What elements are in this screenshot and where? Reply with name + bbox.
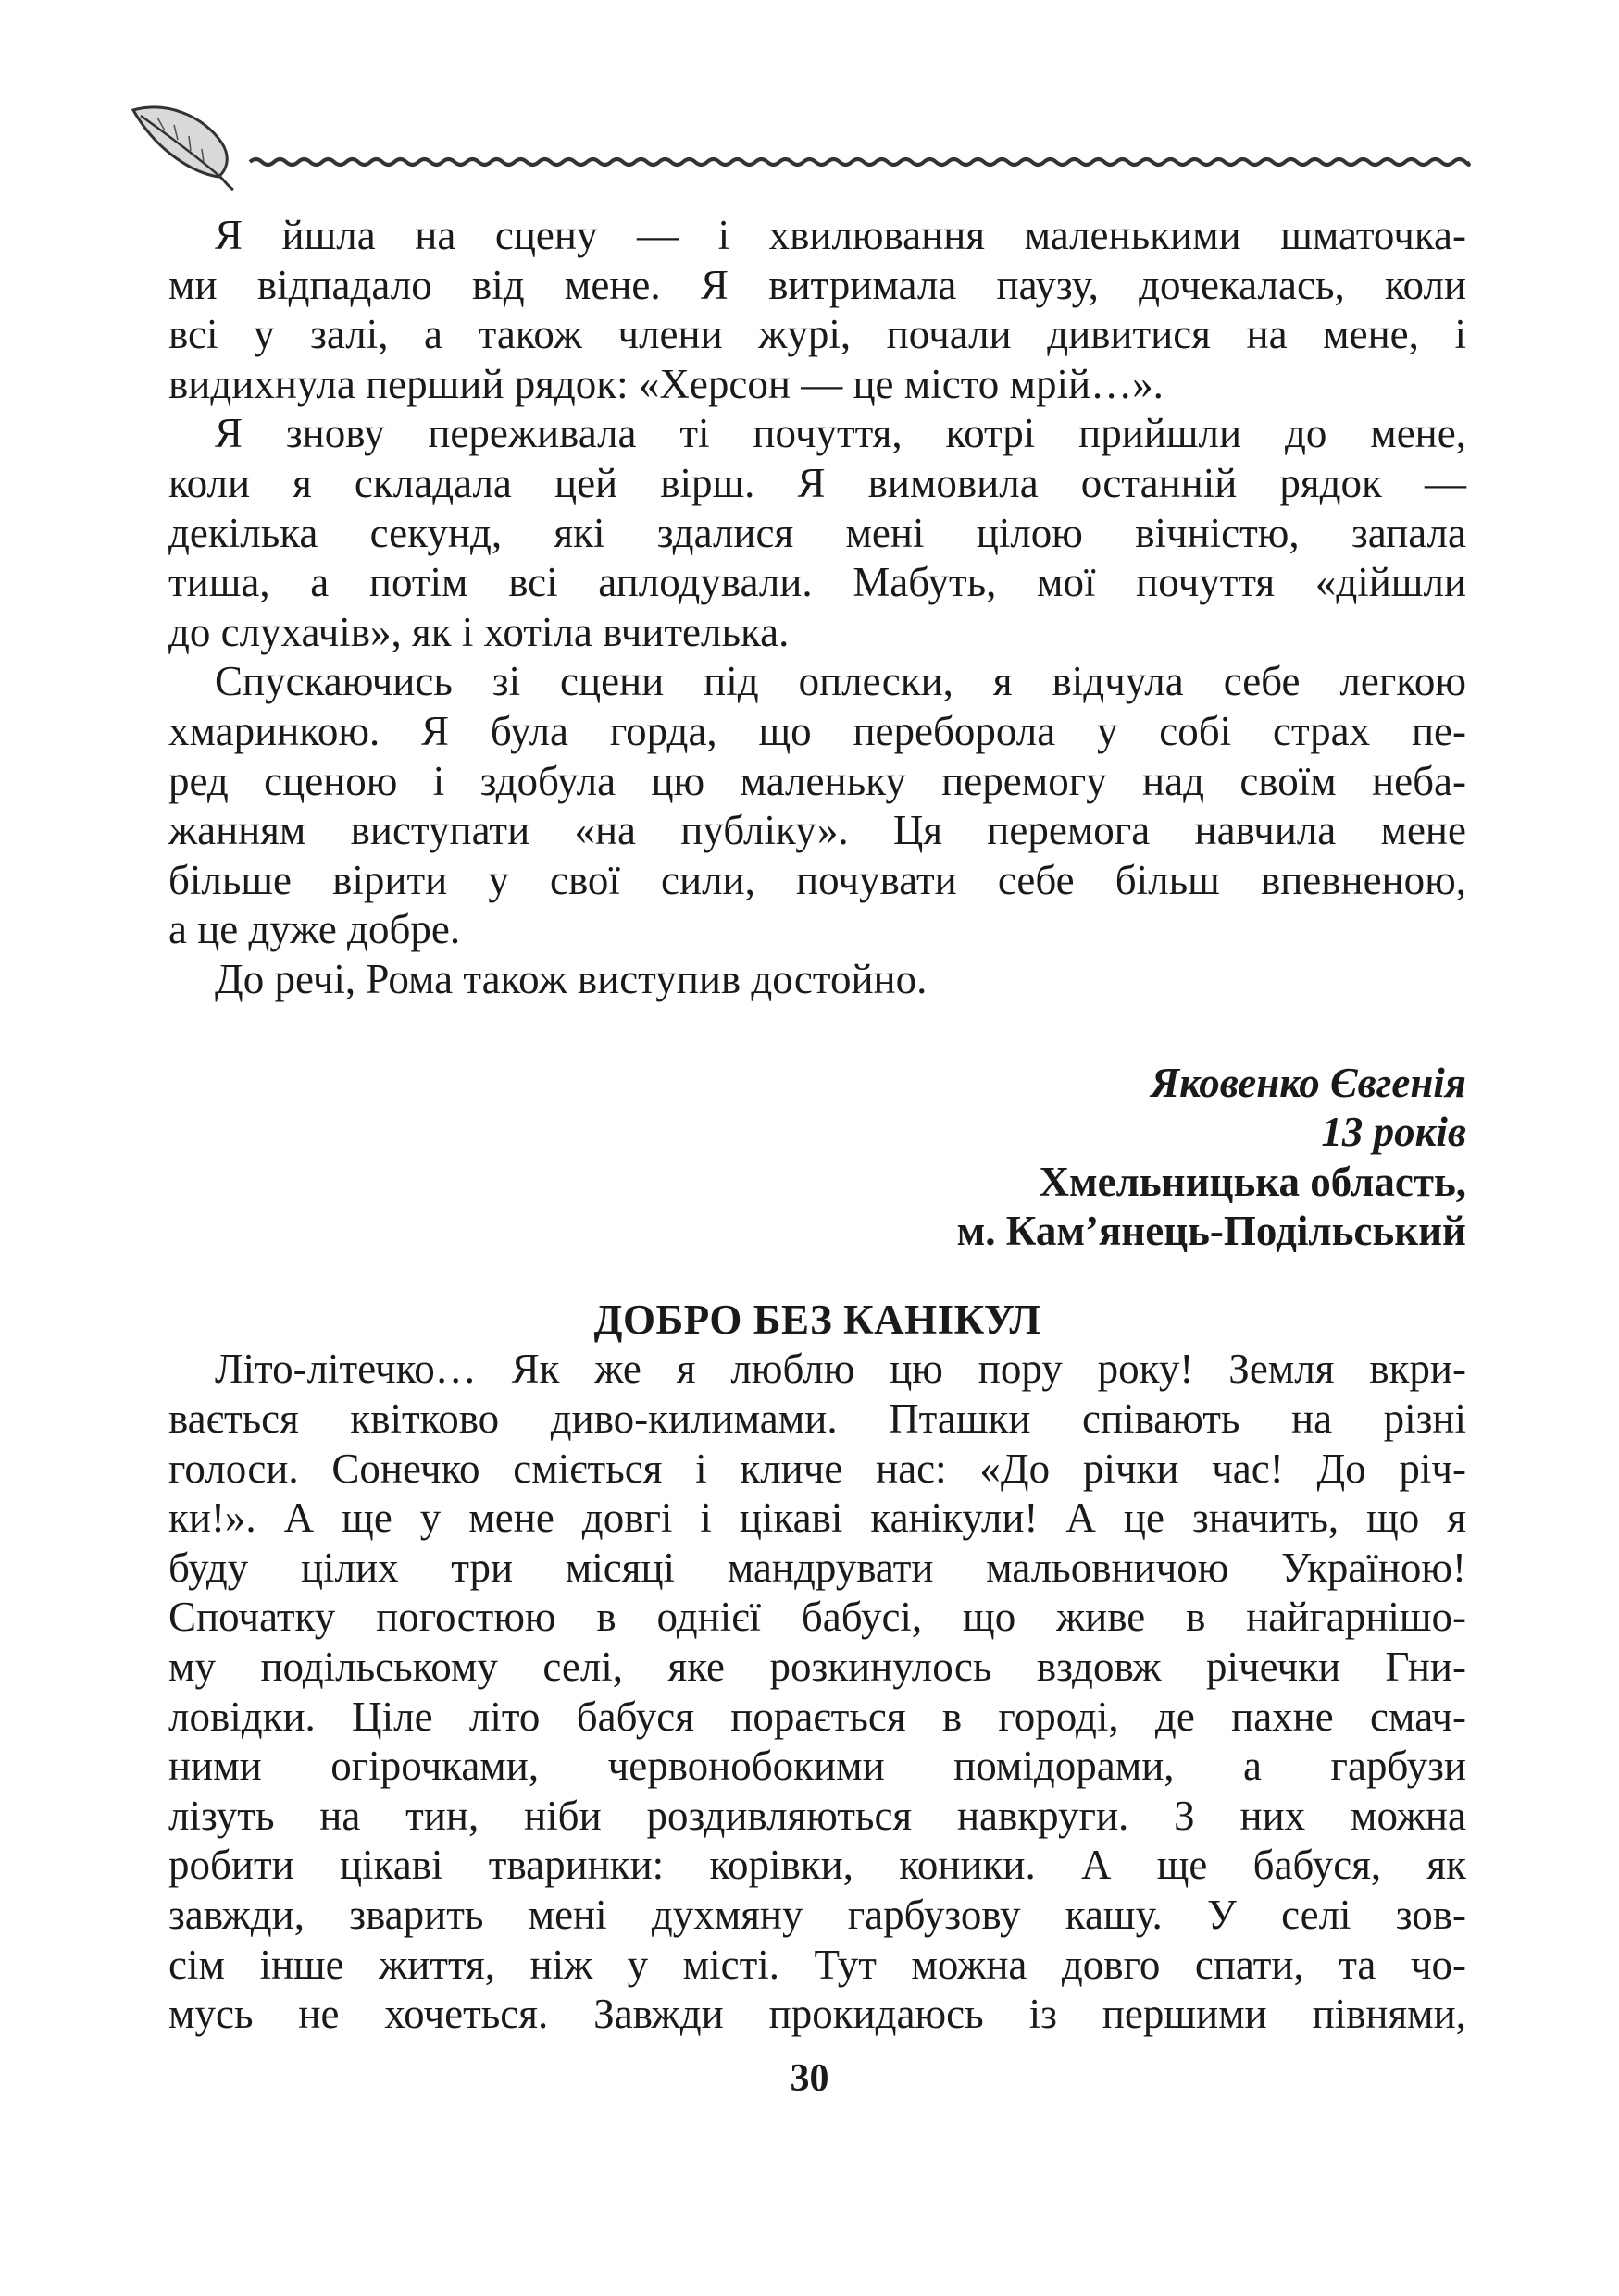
text-line: мусь не хочеться. Завжди прокидаюсь із першими півнями,: [168, 1991, 1466, 2038]
text-line: а це дуже добре.: [168, 906, 461, 953]
text-line: жанням виступати «на публіку». Ця перемога навчила мене: [168, 807, 1466, 854]
author-age: 13 років: [1321, 1109, 1466, 1156]
story-body: [168, 1345, 1466, 2039]
wavy-divider: [250, 159, 1469, 165]
text-line: сім інше життя, ніж у місті. Тут можна довго спати, та чо-: [168, 1941, 1466, 1988]
feather-icon: [133, 107, 233, 190]
text-line: му подільському селі, яке розкинулось вздовж річечки Гни-: [168, 1644, 1466, 1691]
text-line: видихнула перший рядок: «Херсон — це місто мрій…».: [168, 360, 1164, 407]
text-line: ред сценою і здобула цю маленьку перемогу над своїм неба-: [168, 757, 1466, 804]
author-region: Хмельницька область,: [1039, 1158, 1466, 1205]
text-line: До речі, Рома також виступив достойно.: [215, 955, 928, 1002]
text-line: декілька секунд, які здалися мені цілою вічністю, запала: [168, 509, 1466, 556]
header-ornament: [130, 97, 1481, 199]
text-line: коли я складала цей вірш. Я вимовила останній рядок —: [168, 459, 1466, 506]
text-line: Я йшла на сцену — і хвилювання маленькими шматочка-: [215, 212, 1466, 258]
signature-block: [168, 1059, 1466, 1257]
text-line: голоси. Сонечко сміється і кличе нас: «До річки час! До річ-: [168, 1445, 1466, 1492]
text-line: ки!». А ще у мене довгі і цікаві канікули! А це значить, що я: [168, 1495, 1466, 1542]
text-line: всі у залі, а також члени журі, почали дивитися на мене, і: [168, 311, 1466, 358]
text-line: ними огірочками, червонобокими помідорами, а гарбузи: [168, 1743, 1466, 1790]
text-line: ловідки. Ціле літо бабуся порається в городі, де пахне смач-: [168, 1693, 1466, 1740]
text-line: до слухачів», як і хотіла вчителька.: [168, 608, 790, 655]
text-line: лізуть на тин, ніби роздивляються навкруги. З них можна: [168, 1792, 1466, 1839]
author-city: м. Кам’янець-Подільський: [956, 1208, 1466, 1255]
text-line: тиша, а потім всі аплодували. Мабуть, мої почуття «дійшли: [168, 559, 1466, 606]
text-line: буду цілих три місяці мандрувати мальовничою Україною!: [168, 1544, 1466, 1591]
text-line: хмаринкою. Я була горда, що переборола у собі страх пе-: [168, 707, 1466, 754]
article-body: [168, 211, 1466, 1005]
text-line: Я знову переживала ті почуття, котрі прийшли до мене,: [215, 410, 1466, 457]
page-content: [168, 211, 1466, 2040]
text-line: завжди, зварить мені духмяну гарбузову кашу. У селі зов-: [168, 1892, 1466, 1938]
page-number: 30: [790, 2057, 829, 2100]
text-line: Спочатку погостюю в однієї бабусі, що живе в найгарнішо-: [168, 1594, 1466, 1641]
text-line: Літо-літечко… Як же я люблю цю пору року! Земля вкри-: [215, 1346, 1466, 1393]
text-line: вається квітково диво-килимами. Пташки співають на різні: [168, 1396, 1466, 1443]
text-line: Спускаючись зі сцени під оплески, я відчула себе легкою: [215, 658, 1466, 705]
author-name: Яковенко Євгенія: [1151, 1059, 1466, 1106]
text-line: ми відпадало від мене. Я витримала паузу, дочекалась, коли: [168, 261, 1466, 308]
text-line: робити цікаві тваринки: корівки, коники. А ще бабуся, як: [168, 1842, 1466, 1889]
text-line: більше вірити у свої сили, почувати себе більш впевненою,: [168, 856, 1466, 903]
story-title: ДОБРО БЕЗ КАНІКУЛ: [593, 1296, 1041, 1343]
